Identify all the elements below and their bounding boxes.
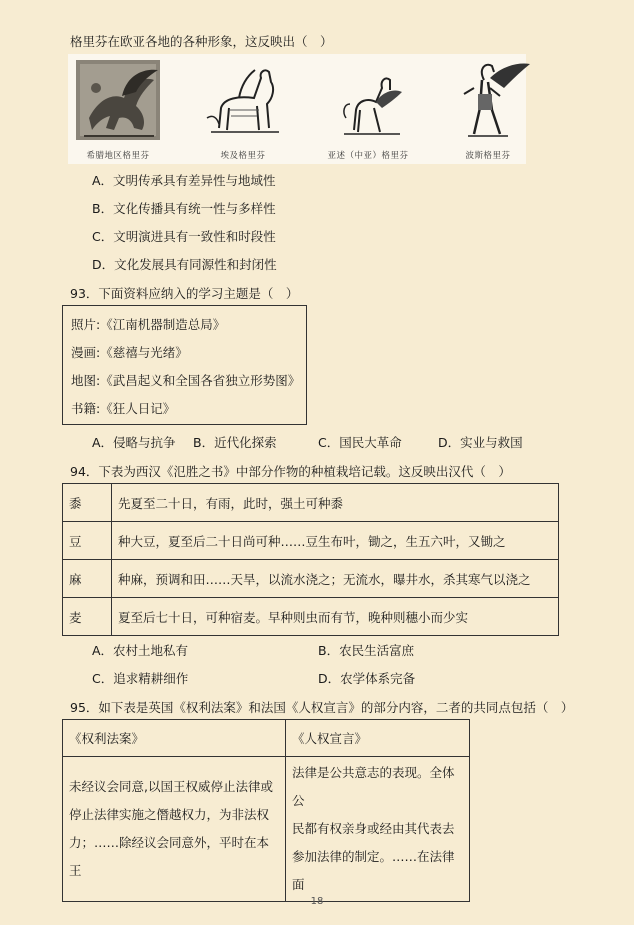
- table-row: [63, 484, 559, 522]
- griffin-figure: [68, 54, 526, 164]
- cell-line: 参加法律的制定。……在法律面: [292, 849, 455, 892]
- q93-material: 地图:《武昌起义和全国各省独立形势图》: [71, 373, 301, 388]
- record-cell: 夏至后七十日，可种宿麦。早种则虫而有节，晚种则穗小而少实: [112, 598, 559, 636]
- q95-table: [62, 719, 470, 902]
- q94-option-a[interactable]: A．农村土地私有: [92, 643, 189, 658]
- q93-material-box: [62, 305, 307, 425]
- q93-option-b[interactable]: B．近代化探索: [193, 435, 277, 450]
- content-cell: [63, 757, 286, 902]
- griffin-egypt: [193, 54, 293, 164]
- record-cell: 种麻，预调和田……天旱，以流水浇之；无流水，曝井水，杀其寒气以浇之: [112, 560, 559, 598]
- cell-line: 力；……除经议会同意外，平时在本王: [69, 835, 270, 878]
- content-cell: [286, 757, 470, 902]
- table-row: [63, 598, 559, 636]
- griffin-persia-image: [444, 58, 534, 144]
- table-row: [63, 757, 470, 902]
- cell-line: 民都有权亲身或经由其代表去: [292, 821, 455, 836]
- record-cell: 种大豆，夏至后二十日尚可种……豆生布叶，锄之，生五六叶，又锄之: [112, 522, 559, 560]
- crop-cell: 麻: [63, 560, 112, 598]
- q92-option-b[interactable]: B．文化传播具有统一性与多样性: [92, 201, 276, 216]
- table-row: [63, 522, 559, 560]
- q93-material: 漫画:《慈禧与光绪》: [71, 345, 188, 360]
- q94-option-c[interactable]: C．追求精耕细作: [92, 671, 189, 686]
- q93-material: 照片:《江南机器制造总局》: [71, 317, 226, 332]
- griffin-caption: 波斯格里芬: [465, 151, 511, 161]
- griffin-assyria-image: [324, 58, 414, 144]
- q94-option-d[interactable]: D．农学体系完备: [318, 671, 416, 686]
- q92-option-d[interactable]: D．文化发展具有同源性和封闭性: [92, 257, 277, 272]
- griffin-greek-image: [74, 58, 164, 144]
- page-number: 18: [310, 896, 324, 907]
- cell-line: 未经议会同意,以国王权威停止法律或: [69, 779, 273, 794]
- header-cell: 《人权宣言》: [286, 720, 470, 757]
- table-row: [63, 720, 470, 757]
- q95-stem: 95．如下表是英国《权利法案》和法国《人权宣言》的部分内容，二者的共同点包括（ ）: [70, 700, 574, 715]
- header-cell: 《权利法案》: [63, 720, 286, 757]
- griffin-caption: 埃及格里芬: [220, 151, 266, 161]
- griffin-assyria: [318, 54, 418, 164]
- crop-cell: 豆: [63, 522, 112, 560]
- cell-line: 停止法律实施之僭越权力，为非法权: [69, 807, 270, 822]
- q94-table: [62, 483, 559, 636]
- q93-material: 书籍:《狂人日记》: [71, 401, 176, 416]
- cell-line: 法律是公共意志的表现。全体公: [292, 765, 455, 808]
- griffin-caption: 希腊地区格里芬: [86, 151, 150, 161]
- griffin-egypt-image: [199, 58, 289, 144]
- crop-cell: 黍: [63, 484, 112, 522]
- griffin-caption: 亚述（中亚）格里芬: [327, 151, 409, 161]
- q94-stem: 94．下表为西汉《氾胜之书》中部分作物的种植栽培记载。这反映出汉代（ ）: [70, 464, 511, 479]
- q94-option-b[interactable]: B．农民生活富庶: [318, 643, 415, 658]
- q93-stem: 93．下面资料应纳入的学习主题是（ ）: [70, 286, 299, 301]
- q93-option-d[interactable]: D．实业与救国: [438, 435, 523, 450]
- q92-stem: 格里芬在欧亚各地的各种形象，这反映出（ ）: [70, 34, 333, 49]
- griffin-greek: [68, 54, 168, 164]
- griffin-persia: [438, 54, 538, 164]
- table-row: [63, 560, 559, 598]
- crop-cell: 麦: [63, 598, 112, 636]
- q93-option-c[interactable]: C．国民大革命: [318, 435, 402, 450]
- q92-option-c[interactable]: C．文明演进具有一致性和时段性: [92, 229, 276, 244]
- q93-option-a[interactable]: A．侵略与抗争: [92, 435, 176, 450]
- q92-option-a[interactable]: A．文明传承具有差异性与地域性: [92, 173, 276, 188]
- record-cell: 先夏至二十日，有雨，此时，强土可种黍: [112, 484, 559, 522]
